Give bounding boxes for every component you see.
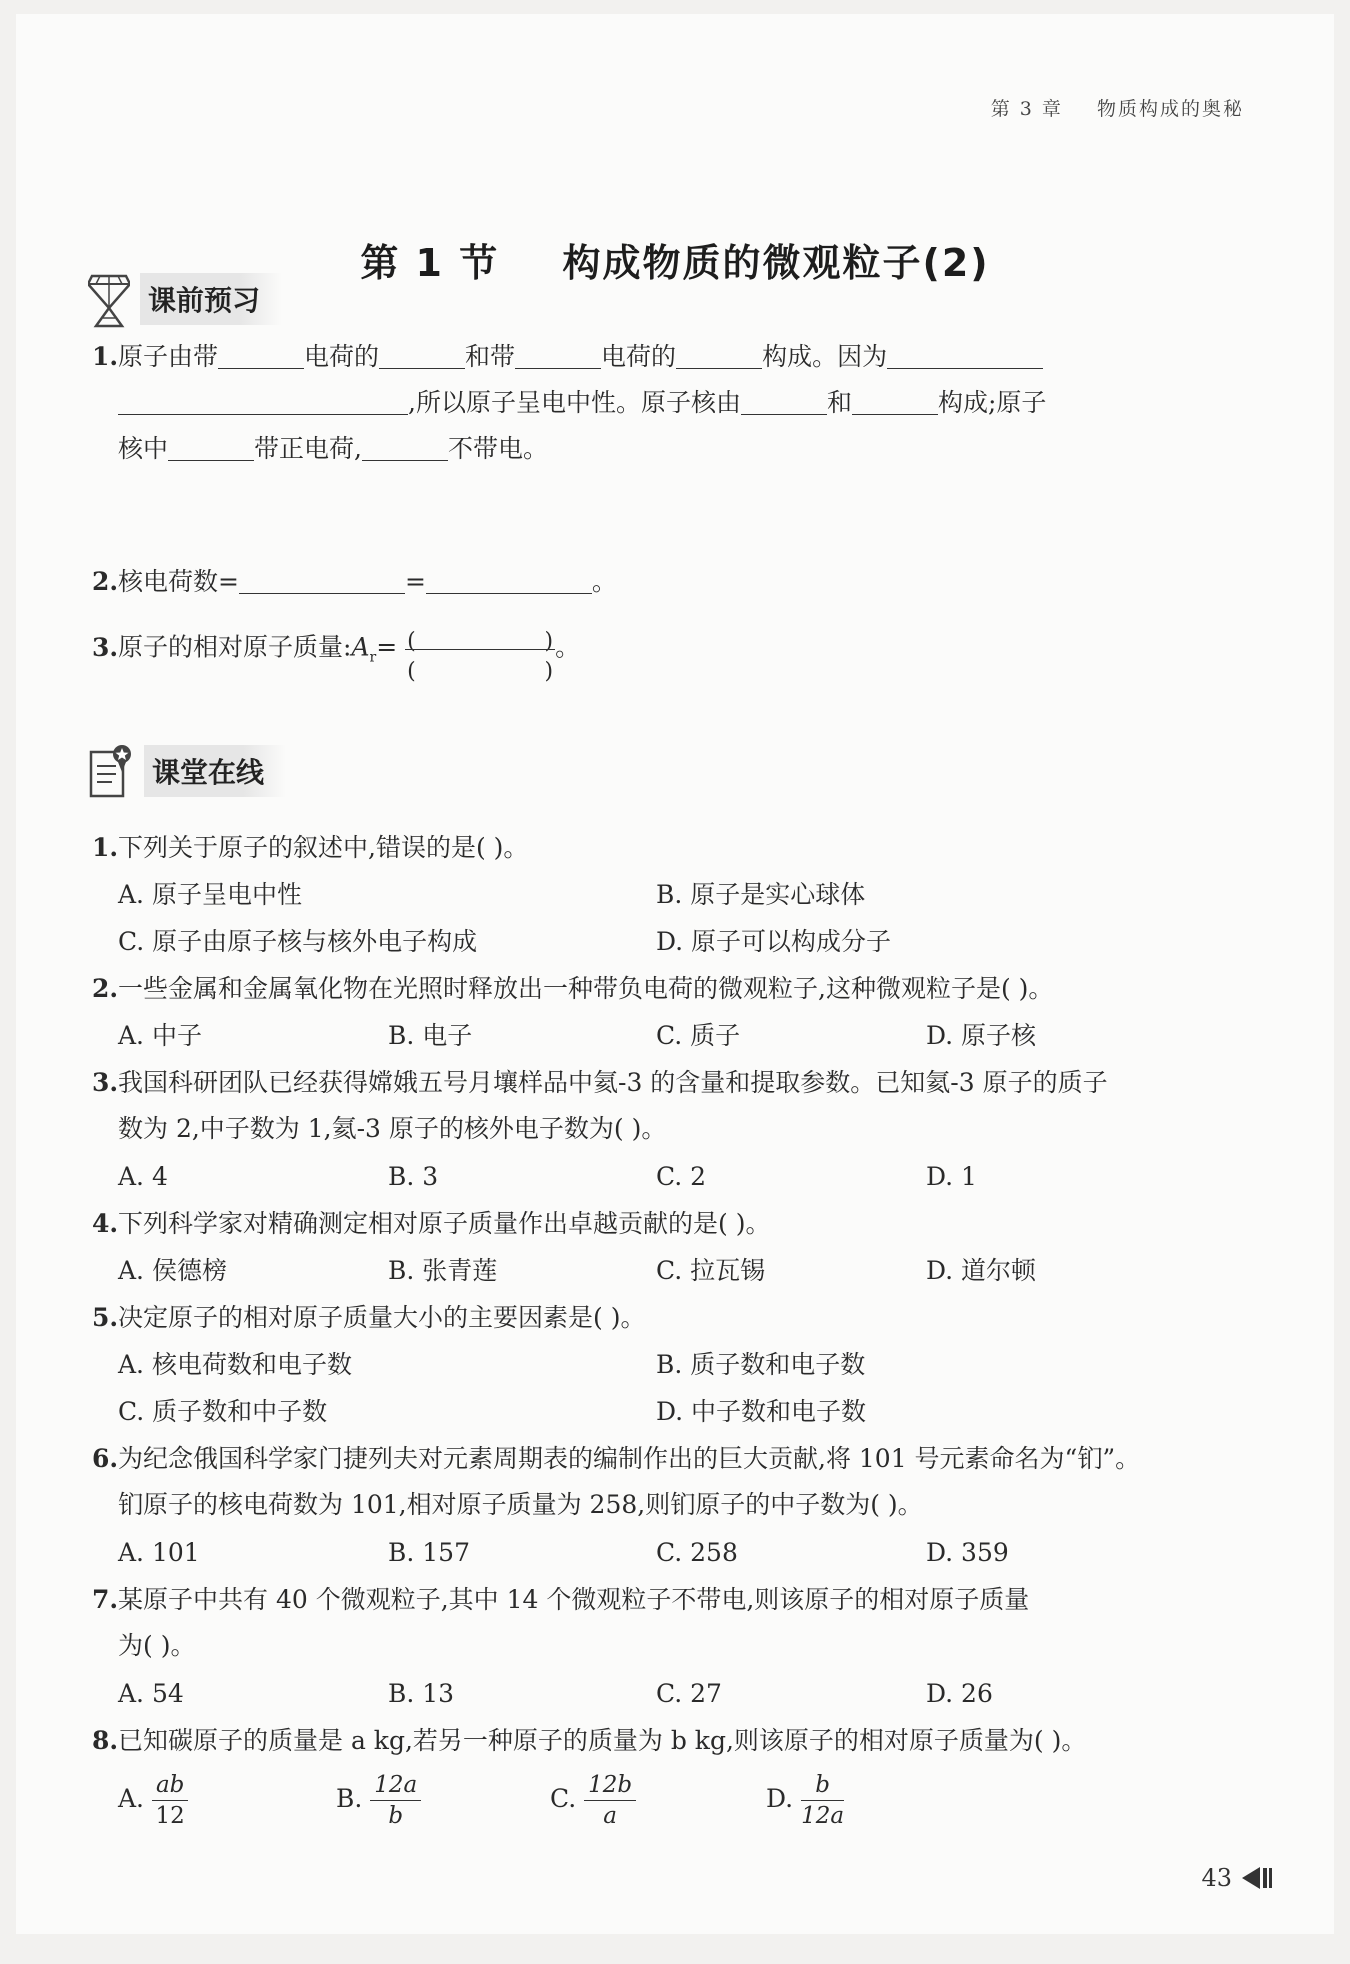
answer-blank[interactable] <box>239 563 405 594</box>
answer-blank[interactable] <box>362 430 448 461</box>
answer-blank[interactable] <box>515 338 601 369</box>
relative-mass-fraction: ( ) ( ) <box>407 629 554 684</box>
answer-blank[interactable] <box>379 338 465 369</box>
classroom-question-8: 8.已知碳原子的质量是 a kg,若另一种原子的质量为 b kg,则该原子的相对原子质量为( )。 <box>92 1726 1087 1755</box>
option-a[interactable]: A. $\frac{ab}{12}$ <box>118 1770 188 1831</box>
triangle-bars-icon <box>1240 1865 1274 1891</box>
classroom-question-2: 2.一些金属和金属氧化物在光照时释放出一种带负电荷的微观粒子,这种微观粒子是( )。 <box>92 974 1054 1003</box>
answer-blank[interactable] <box>426 563 592 594</box>
option-a[interactable]: A. 侯德榜 <box>118 1256 227 1285</box>
preview-question-2: 2.核电荷数= = 。 <box>92 559 1267 605</box>
option-a[interactable]: A. 101 <box>118 1538 200 1567</box>
answer-blank[interactable] <box>852 384 938 415</box>
preview-heading <box>88 264 282 334</box>
option-a[interactable]: A. 核电荷数和电子数 <box>118 1350 352 1379</box>
option-b[interactable]: B. 157 <box>388 1538 470 1567</box>
section-name: 构成物质的微观粒子(2) <box>562 241 990 285</box>
preview-question-1: 1.原子由带 电荷的 和带 电荷的 构成。因为 ,所以原子呈电中性。原子核由 和 构成;原子 核中 带正电荷, 不带电。 <box>92 334 1267 472</box>
option-d[interactable]: D. $\frac{b}{12a}$ <box>766 1772 845 1829</box>
running-header <box>991 94 1244 121</box>
classroom-question-3: 3.我国科研团队已经获得嫦娥五号月壤样品中氦-3 的含量和提取参数。已知氦-3 原子的质子 数为 2,中子数为 1,氦-3 原子的核外电子数为( )。 <box>92 1068 1108 1143</box>
option-b[interactable]: B. 电子 <box>388 1021 473 1050</box>
option-c[interactable]: C. 原子由原子核与核外电子构成 <box>118 927 478 956</box>
option-b[interactable]: B. 13 <box>388 1679 455 1708</box>
option-b[interactable]: B. $\frac{12a}{b}$ <box>336 1770 421 1831</box>
workbook-page <box>16 14 1334 1934</box>
answer-blank[interactable] <box>741 384 827 415</box>
chapter-title: 物质构成的奥秘 <box>1096 98 1244 120</box>
classroom-question-7: 7.某原子中共有 40 个微观粒子,其中 14 个微观粒子不带电,则该原子的相对原子质量 为( )。 <box>92 1585 1030 1660</box>
option-c[interactable]: C. 2 <box>656 1162 707 1191</box>
option-c[interactable]: C. 258 <box>656 1538 738 1567</box>
page-footer <box>1201 1864 1274 1892</box>
answer-blank[interactable] <box>887 338 1043 369</box>
option-d[interactable]: D. 中子数和电子数 <box>656 1397 867 1426</box>
option-b[interactable]: B. 张青莲 <box>388 1256 498 1285</box>
fraction: $\frac{12a}{b}$ <box>370 1770 421 1831</box>
classroom-question-5: 5.决定原子的相对原子质量大小的主要因素是( )。 <box>92 1303 646 1332</box>
answer-blank[interactable] <box>676 338 762 369</box>
option-b[interactable]: B. 3 <box>388 1162 439 1191</box>
options-row <box>118 1770 1218 1840</box>
chapter-number: 第 3 章 <box>990 98 1063 120</box>
fraction: $\frac{12b}{a}$ <box>584 1770 636 1831</box>
fraction-bar <box>405 649 555 650</box>
option-b[interactable]: B. 原子是实心球体 <box>656 880 866 909</box>
option-a[interactable]: A. 中子 <box>118 1021 202 1050</box>
preview-question-3: 3.原子的相对原子质量$:A_r=$ ( ) ( ) 。 <box>92 619 1267 681</box>
option-a[interactable]: A. 4 <box>118 1162 168 1191</box>
fraction: $\frac{ab}{12}$ <box>152 1770 188 1831</box>
option-d[interactable]: D. 原子核 <box>926 1021 1037 1050</box>
option-c[interactable]: C. 拉瓦锡 <box>656 1256 766 1285</box>
option-d[interactable]: D. 道尔顿 <box>926 1256 1037 1285</box>
option-c[interactable]: C. $\frac{12b}{a}$ <box>550 1770 636 1831</box>
fraction: $\frac{b}{12a}$ <box>801 1772 845 1829</box>
preview-heading-label: 课前预习 <box>140 273 282 325</box>
option-a[interactable]: A. 54 <box>118 1679 184 1708</box>
option-d[interactable]: D. 359 <box>926 1538 1009 1567</box>
option-d[interactable]: D. 原子可以构成分子 <box>656 927 892 956</box>
classroom-heading-label: 课堂在线 <box>144 745 286 797</box>
answer-blank[interactable] <box>218 338 304 369</box>
option-c[interactable]: C. 质子 <box>656 1021 741 1050</box>
classroom-heading <box>88 736 286 806</box>
answer-blank[interactable] <box>168 430 254 461</box>
option-c[interactable]: C. 27 <box>656 1679 722 1708</box>
option-b[interactable]: B. 质子数和电子数 <box>656 1350 866 1379</box>
option-d[interactable]: D. 1 <box>926 1162 977 1191</box>
option-a[interactable]: A. 原子呈电中性 <box>118 880 302 909</box>
notebook-badge-icon <box>88 742 134 800</box>
section-number: 第 1 节 <box>360 241 500 285</box>
classroom-question-4: 4.下列科学家对精确测定相对原子质量作出卓越贡献的是( )。 <box>92 1209 771 1238</box>
answer-blank[interactable] <box>118 384 408 415</box>
page-number: 43 <box>1201 1864 1232 1892</box>
option-c[interactable]: C. 质子数和中子数 <box>118 1397 328 1426</box>
classroom-question-6: 6.为纪念俄国科学家门捷列夫对元素周期表的编制作出的巨大贡献,将 101 号元素命名为“钔”。 钔原子的核电荷数为 101,相对原子质量为 258,则钔原子的中子数为( )。 <box>92 1444 1141 1519</box>
option-d[interactable]: D. 26 <box>926 1679 993 1708</box>
diamond-trophy-icon <box>88 270 130 328</box>
classroom-question-1: 1.下列关于原子的叙述中,错误的是( )。 <box>92 833 529 862</box>
